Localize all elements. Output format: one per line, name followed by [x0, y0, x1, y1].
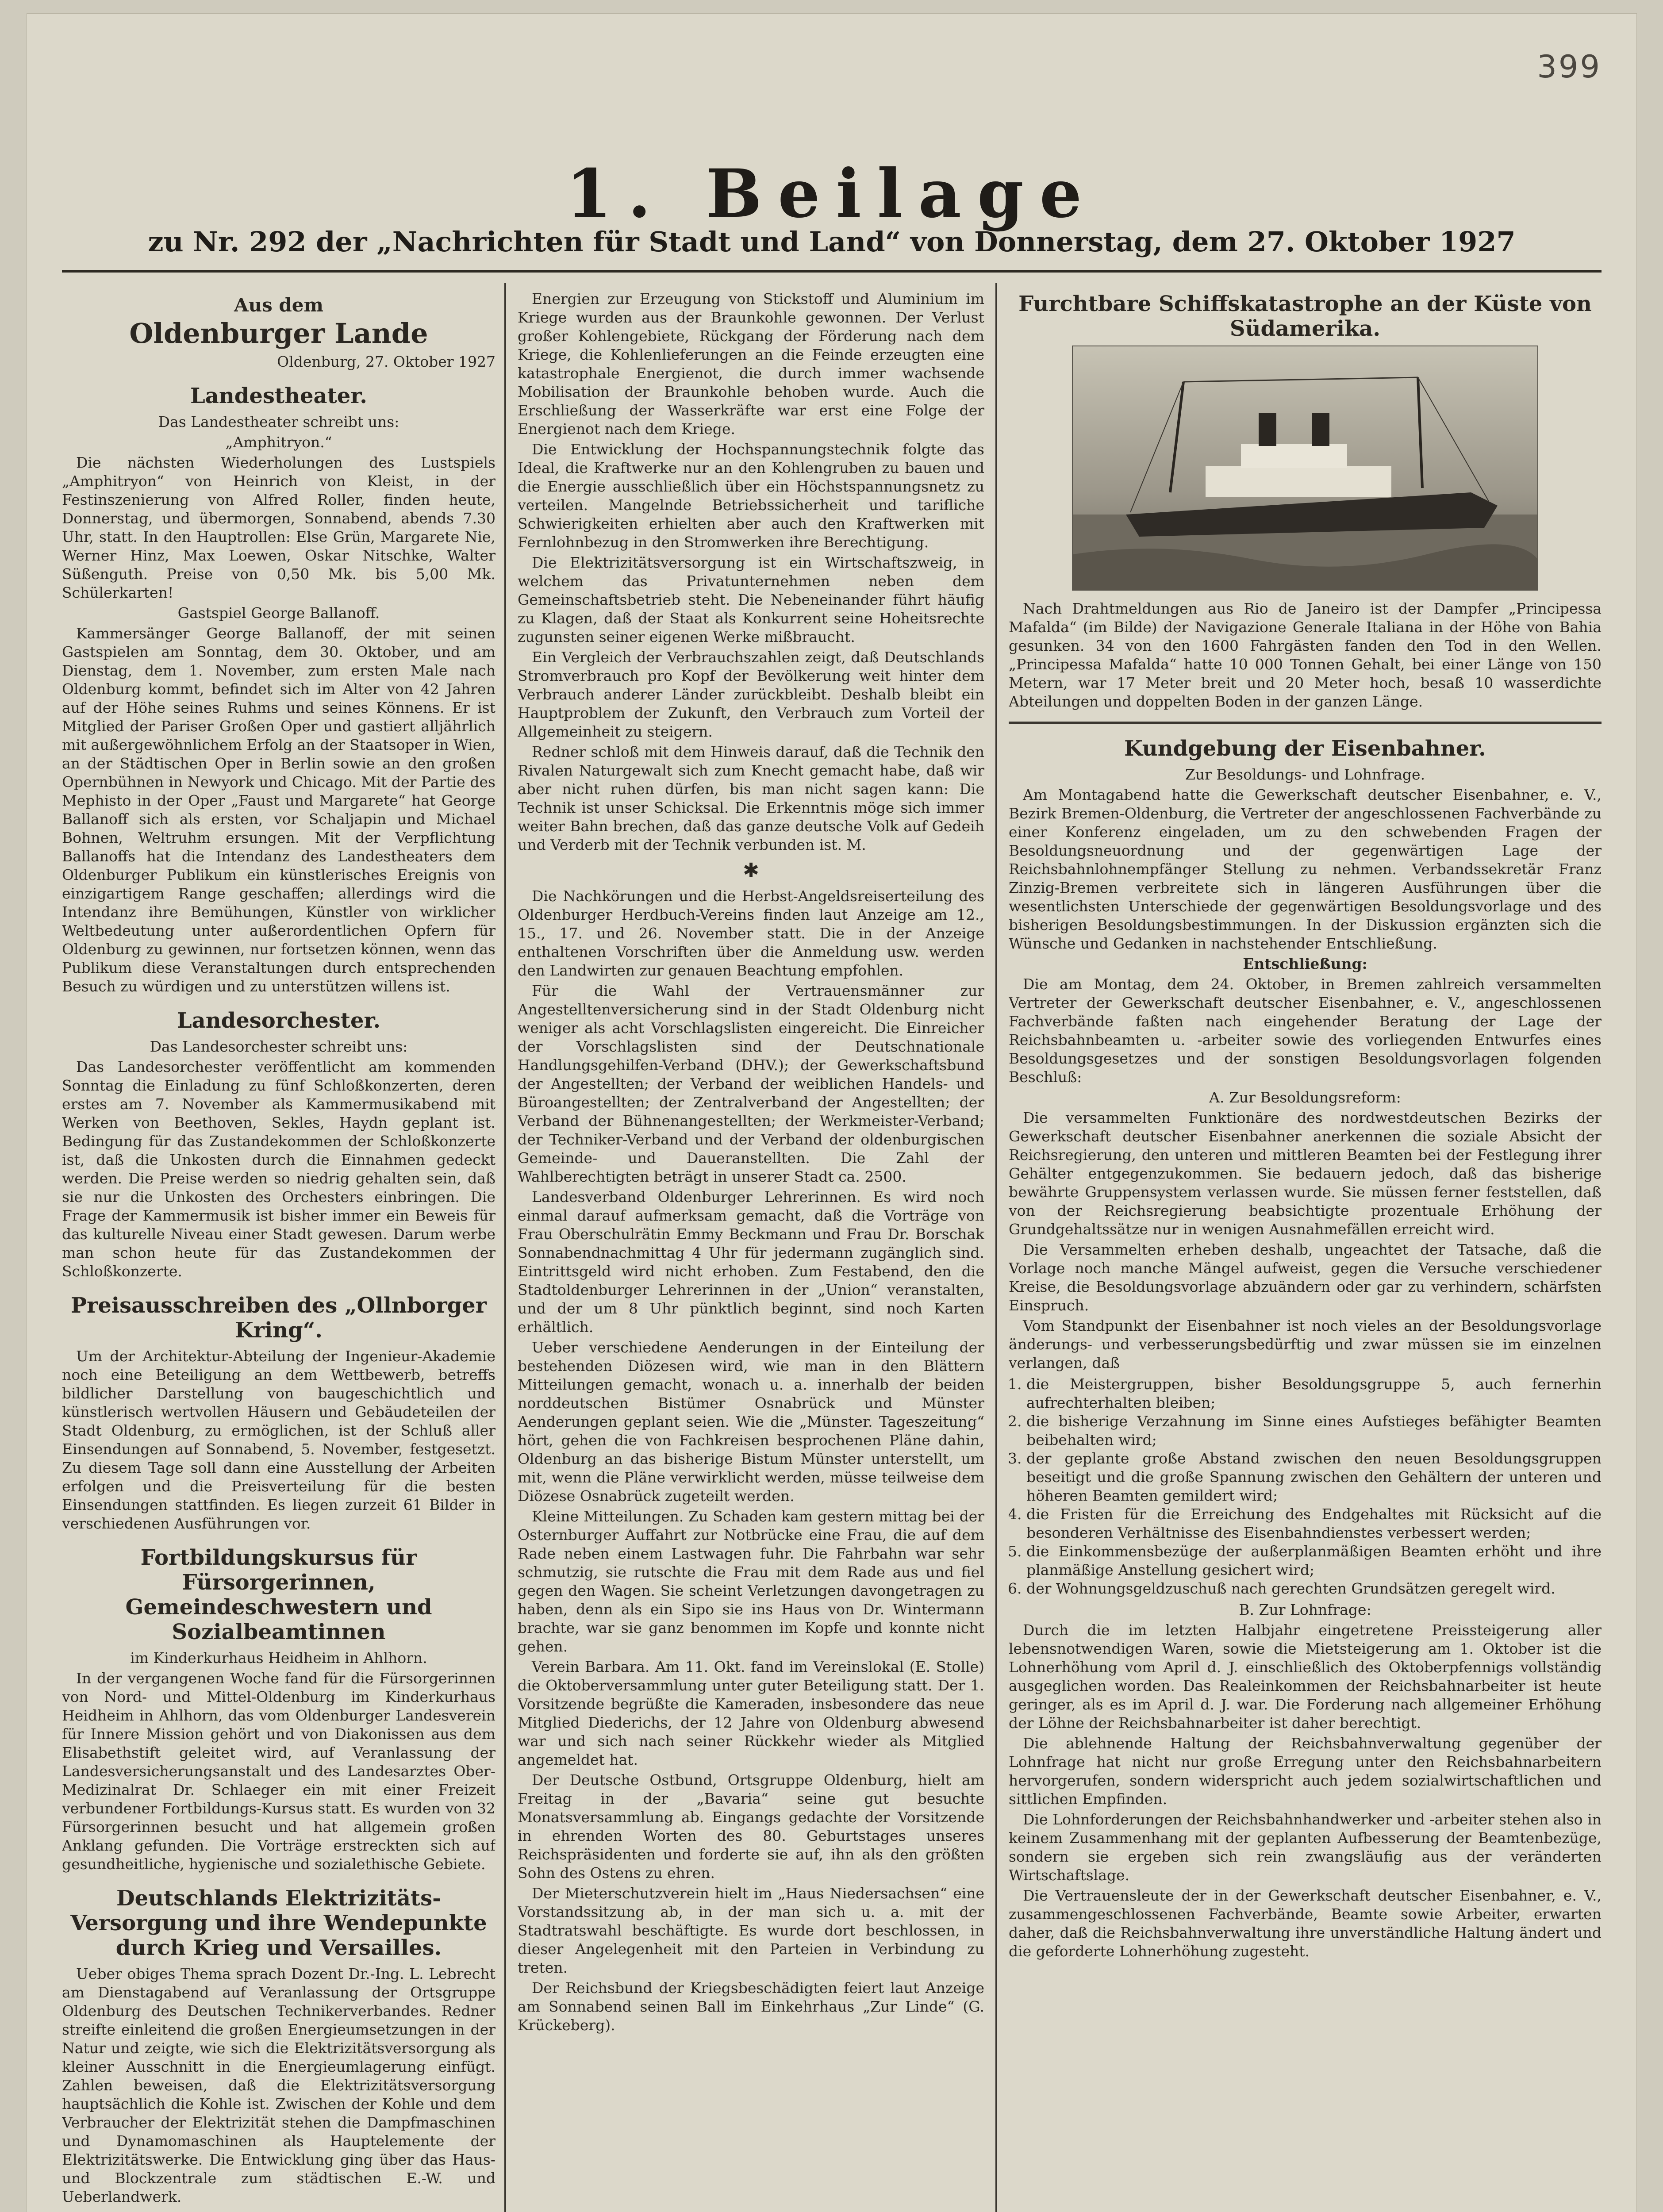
news-item: Die Nachkörungen und die Herbst-Angeldsreiserteilung des Oldenburger Herdbuch-Vereins finden laut Anzeige am 12., 15., 17. und 26. November statt. Die in der Anzeige enthaltenen Vorschriften über die Anmeldung usw. werden den Landwirten zur genauen Beachtung empfohlen.: [518, 887, 984, 979]
article-paragraph: Redner schloß mit dem Hinweis darauf, daß die Technik den Rivalen Naturgewalt sich zum Knecht gemacht habe, daß wir aber nicht ruhen dürfen, bis man nicht sagen kann: Die Technik ist unser Schicksal. Die Erkenntnis möge sich immer weiter Bahn brechen, daß das ganze deutsche Volk auf Gedeih und Verderb mit der Technik verbunden ist. M.: [518, 743, 984, 853]
article-paragraph: Die Elektrizitätsversorgung ist ein Wirtschaftszweig, in welchem das Privatunternehmen neben dem Gemeinschaftsbetrieb steht. Die Nebeneinander führt häufig zu Klagen, daß der Staat als Konkurrent seine Hoheitsrechte zugunsten seiner eigenen Werke mißbraucht.: [518, 554, 984, 645]
news-item: Der Mieterschutzverein hielt im „Haus Niedersachsen“ eine Vorstandssitzung ab, in der man sich u. a. mit der Stadtratswahl beschäftigte. Es wurde dort beschlossen, in dieser Angelegenheit mit den Parteien in Verbindung zu treten.: [518, 1885, 984, 1976]
section-title: Oldenburger Lande: [129, 317, 428, 349]
news-item: Landesverband Oldenburger Lehrerinnen. Es wird noch einmal darauf aufmerksam gemacht, daß die Vorträge von Frau Oberschulrätin Emmy Beckmann und Frau Dr. Borschak Sonnabendnachmittag 4 Uhr für jedermann zugänglich sind. Eintrittsgeld wird nicht erhoben. Zum Festabend, den die Stadtoldenburger Lehrerinnen in der „Union“ veranstalten, und der um 8 Uhr pünktlich beginnt, sind noch Karten erhältlich.: [518, 1188, 984, 1336]
list-item: 1. die Meistergruppen, bisher Besoldungsgruppe 5, auch fernerhin aufrechterhalten bleiben;: [1026, 1375, 1602, 1412]
article-paragraph: Die versammelten Funktionäre des nordwestdeutschen Bezirks der Gewerkschaft deutscher Eisenbahner anerkennen die soziale Absicht der Reichsregierung, den unteren und mittleren Beamten bei der Festlegung ihrer Gehälter entgegenzukommen. Sie bedauern jedoch, daß das bisherige bewährte Gruppensystem verlassen wurde. Sie müssen ferner feststellen, daß von der Reichsregierung beabsichtigte prozentuale Erhöhung der Grundgehaltssätze nur in wenigen Ausnahmefällen erreicht wird.: [1009, 1109, 1602, 1238]
article-subheading: Zur Besoldungs- und Lohnfrage.: [1185, 766, 1425, 783]
news-item: Verein Barbara. Am 11. Okt. fand im Vereinslokal (E. Stolle) die Oktoberversammlung unter guter Beteiligung statt. Der 1. Vorsitzende begrüßte die Kameraden, insbesondere das neue Mitglied Diederichs, der 12 Jahre von Oldenburg abwesend war und sich nach seiner Rückkehr wieder als Mitglied angemeldet hat.: [518, 1658, 984, 1768]
article-paragraph: Die nächsten Wiederholungen des Lustspiels „Amphitryon“ von Heinrich von Kleist, in der Festinszenierung von Alfred Roller, finden heute, Donnerstag, und übermorgen, Sonnabend, abends 7.30 Uhr, statt. In den Hauptrollen: Else Grün, Margarete Nie, Werner Hinz, Max Loewen, Oskar Nitschke, Walter Süßenguth. Preise von 0,50 Mk. bis 5,00 Mk. Schülerkarten!: [62, 454, 495, 601]
article-paragraph: Ein Vergleich der Verbrauchszahlen zeigt, daß Deutschlands Stromverbrauch pro Kopf der Bevölkerung weit hinter dem Verbrauch anderer Länder zurückbleibt. Deshalb bleibt ein Hauptproblem der Zukunft, den Verbrauch zum Vorteil der Allgemeinheit zu steigern.: [518, 649, 984, 740]
article-heading: Furchtbare Schiffskatastrophe an der Küste von Südamerika.: [1018, 292, 1592, 341]
demands-list: [1026, 1375, 1602, 1598]
column-1: [62, 290, 495, 2212]
article-paragraph: Um der Architektur-Abteilung der Ingenieur-Akademie noch eine Beteiligung an dem Wettbewerb, betreffs bildlicher Darstellung von baugeschichtlich und künstlerisch wertvollen Häusern und Gebäudeteilen der Stadt Oldenburg, zu ermöglichen, ist der Schluß aller Einsendungen auf Sonnabend, 5. November, festgesetzt. Zu diesem Tage soll dann eine Ausstellung der Arbeiten erfolgen und die Preisverteilung für die besten Einsendungen stattfinden. Es liegen zurzeit 61 Bilder in verschiedenen Ausführungen vor.: [62, 1348, 495, 1532]
list-item: 2. die bisherige Verzahnung im Sinne eines Aufstieges befähigter Beamten beibehalten wird;: [1026, 1412, 1602, 1449]
section-heading-b: B. Zur Lohnfrage:: [1239, 1601, 1371, 1618]
list-item: 4. die Fristen für die Erreichung des Endgehaltes mit Rücksicht auf die besonderen Verhältnisse des Eisenbahndienstes verbessert werden;: [1026, 1505, 1602, 1542]
column-divider: [995, 283, 997, 2212]
list-item: 5. die Einkommensbezüge der außerplanmäßigen Beamten erhöht und ihre planmäßige Anstellung gesichert wird;: [1026, 1542, 1602, 1579]
article-lead: Das Landesorchester schreibt uns:: [150, 1038, 408, 1055]
article-paragraph: Das Landesorchester veröffentlicht am kommenden Sonntag die Einladung zu fünf Schloßkonzerten, deren erstes am 7. November als Kammermusikabend mit Werken von Beethoven, Sekles, Haydn geplant ist. Bedingung für das Zustandekommen der Schloßkonzerte ist, daß die Unkosten durch die Einnahmen gedeckt werden. Die Preise werden so niedrig gehalten sein, daß sie nur die Unkosten des Orchesters einbringen. Die Frage der Kammermusik ist bisher immer ein Beweis für das kulturelle Niveau einer Stadt gewesen. Darum werbe man schon heute für das Zustandekommen der Schloßkonzerte.: [62, 1058, 495, 1280]
section-kicker: Aus dem: [234, 294, 323, 316]
ship-illustration: [1073, 346, 1537, 590]
article-paragraph: Am Montagabend hatte die Gewerkschaft deutscher Eisenbahner, e. V., Bezirk Bremen-Oldenburg, die Vertreter der angeschlossenen Fachverbände zu einer Konferenz eingeladen, um zu den schwebenden Fragen der Besoldungsneuordnung und der gegenwärtigen Lage der Reichsbahnlohnempfänger Stellung zu nehmen. Verbandssekretär Franz Zinzig-Bremen verbreitete sich in längeren Ausführungen über die wesentlichsten Unterschiede der gegenwärtigen Besoldungsvorlage und des bisherigen Besoldungsbestimmungen. In der Diskussion ergänzten sich die Wünsche und Gedanken in nachstehender Entschließung.: [1009, 786, 1602, 952]
news-item: Der Deutsche Ostbund, Ortsgruppe Oldenburg, hielt am Freitag in der „Bavaria“ seine gut besuchte Monatsversammlung ab. Eingangs gedachte der Vorsitzende in ehrenden Worten des 80. Geburtstages unseres Reichspräsidenten und forderte sie auf, ihn als den größten Sohn des Ostens zu ehren.: [518, 1771, 984, 1882]
article-heading: Kundgebung der Eisenbahner.: [1124, 736, 1486, 761]
section-rule: [1009, 722, 1602, 724]
news-item: Für die Wahl der Vertrauensmänner zur Angestelltenversicherung sind in der Stadt Oldenburg nicht weniger als acht Vorschlagslisten eingereicht. Die Einreicher der Vorschlagslisten sind der Deutschnationale Handlungsgehilfen-Verband (DHV.); der Gewerkschaftsbund der Angestellten; der Verband der weiblichen Handels- und Büroangestellten; der Zentralverband der Angestellten; der Verband der Bühnenangestellten; der Werkmeister-Verband; der Techniker-Verband und der Verband der oldenburgischen Gemeinde- und Daueranstellten. Die Zahl der Wahlberechtigten beträgt in unserer Stadt ca. 2500.: [518, 982, 984, 1185]
article-paragraph: Durch die im letzten Halbjahr eingetretene Preissteigerung aller lebensnotwendigen Waren, sowie die Mietsteigerung am 1. Oktober ist die Lohnerhöhung vom April d. J. einschließlich des Oktoberpfennigs vollständig ausgeglichen worden. Das Realeinkommen der Reichsbahnarbeiter ist heute geringer, als es im April d. J. war. Die Forderung nach allgemeiner Erhöhung der Löhne der Reichsbahnarbeiter ist daher berechtigt.: [1009, 1621, 1602, 1732]
section-heading-a: A. Zur Besoldungsreform:: [1209, 1089, 1401, 1106]
newspaper-page: [27, 13, 1637, 2212]
article-paragraph: Vom Standpunkt der Eisenbahner ist noch vieles an der Besoldungsvorlage änderungs- und verbesserungsbedürftig und zwar müssen sie im einzelnen verlangen, daß: [1009, 1317, 1602, 1371]
article-paragraph: Die Lohnforderungen der Reichsbahnhandwerker und -arbeiter stehen also in keinem Zusammenhang mit der geplanten Aufbesserung der Beamtenbezüge, sondern sie ergeben sich rein zwangsläufig aus der veränderten Wirtschaftslage.: [1009, 1811, 1602, 1884]
ship-photo: [1072, 346, 1538, 591]
article-paragraph: Die Versammelten erheben deshalb, ungeachtet der Tatsache, daß die Vorlage noch manche Mängel aufweist, gegen die Versuche verschiedener Kreise, die Besoldungsvorlage abzuändern oder gar zu verhindern, schärfsten Einspruch.: [1009, 1241, 1602, 1314]
article-paragraph: In der vergangenen Woche fand für die Fürsorgerinnen von Nord- und Mittel-Oldenburg im Kinderkurhaus Heidheim in Ahlhorn, das vom Oldenburger Landesverein für Innere Mission gehört und von Diakonissen aus dem Elisabethstift geleitet wird, auf Veranlassung der Landesversicherungsanstalt und des Landesarztes Ober-Medizinalrat Dr. Schlaeger ein mit einer Freizeit verbundener Fortbildungs-Kursus statt. Es wurden von 32 Fürsorgerinnen besucht und hat allgemein großen Anklang gefunden. Die Vorträge erstreckten sich auf gesundheitliche, hygienische und sozialethische Gebiete.: [62, 1670, 495, 1873]
article-paragraph: Kammersänger George Ballanoff, der mit seinen Gastspielen am Sonntag, dem 30. Oktober, und am Dienstag, dem 1. November, zum ersten Male nach Oldenburg kommt, befindet sich im Alter von 42 Jahren auf der Höhe seines Ruhms und seines Könnens. Er ist Mitglied der Pariser Großen Oper und gastiert alljährlich mit außergewöhnlichem Erfolg an der Staatsoper in Wien, an der Städtischen Oper in Berlin sowie an den großen Opernbühnen in Newyork und Chicago. Mit der Partie des Mephisto in der Oper „Faust und Margarete“ hat George Ballanoff sich als ersten, vor Schaljapin und Michael Bohnen, Weltruhm ersungen. Mit der Verpflichtung Ballanoffs hat die Intendanz des Landestheaters dem Oldenburger Publikum ein künstlerisches Ereignis von einzigartigem Range geschaffen; allerdings wird die Intendanz ihre Bemühungen, Künstler von wirklicher Weltbedeutung unter außerordentlichen Opfern für Oldenburg zu gewinnen, nur fortsetzen können, wenn das Publikum diese Veranstaltungen durch entsprechenden Besuch zu würdigen und zu unterstützen willens ist.: [62, 625, 495, 995]
resolution-heading: Entschließung:: [1243, 955, 1367, 972]
list-item: 3. der geplante große Abstand zwischen den neuen Besoldungsgruppen beseitigt und die große Spannung zwischen den Gehältern der unteren und höheren Beamten gemildert wird;: [1026, 1449, 1602, 1505]
image-caption: Nach Drahtmeldungen aus Rio de Janeiro ist der Dampfer „Principessa Mafalda“ (im Bilde) der Navigazione Generale Italiana in der Höhe von Bahia gesunken. 34 von den 1600 Fahrgästen fanden den Tod in den Wellen. „Principessa Mafalda“ hatte 10 000 Tonnen Gehalt, bei einer Länge von 150 Metern, war 17 Meter breit und 20 Meter hoch, besaß 10 wasserdichte Abteilungen und doppelten Boden in der ganzen Länge.: [1009, 600, 1602, 710]
separator-star: ✱: [743, 859, 759, 882]
dateline: Oldenburg, 27. Oktober 1927: [277, 353, 495, 370]
news-item: Der Reichsbund der Kriegsbeschädigten feiert laut Anzeige am Sonnabend seinen Ball im Einkehrhaus „Zur Linde“ (G. Krückeberg).: [518, 1979, 984, 2034]
article-subheading: „Amphitryon.“: [225, 434, 332, 451]
article-heading: Landesorchester.: [177, 1008, 381, 1033]
list-item: 6. der Wohnungsgeldzuschuß nach gerechten Grundsätzen geregelt wird.: [1026, 1579, 1602, 1598]
supplement-title: 1. Beilage: [565, 155, 1098, 233]
article-heading: Deutschlands Elektrizitäts-Versorgung und ihre Wendepunkte durch Krieg und Versailles.: [70, 1886, 487, 1960]
masthead-rule: [62, 270, 1602, 273]
article-paragraph: Die Entwicklung der Hochspannungstechnik folgte das Ideal, die Kraftwerke nur an den Kohlengruben zu bauen und die Energie ausschließlich über ein Höchstspannungsnetz zu verteilen. Mangelnde Betriebssicherheit und tarifliche Schwierigkeiten erhielten aber auch den Kraftwerken mit Fernlohnbezug in den Stromwerken ihre Berechtigung.: [518, 441, 984, 551]
article-heading: Fortbildungskursus für Fürsorgerinnen, Gemeindeschwestern und Sozialbeamtinnen: [125, 1545, 432, 1644]
page-number: 399: [1537, 49, 1602, 85]
article-subheading: Gastspiel George Ballanoff.: [177, 604, 380, 622]
column-2: [518, 290, 984, 2212]
column-3: [1009, 290, 1602, 2212]
article-paragraph: Die Vertrauensleute der in der Gewerkschaft deutscher Eisenbahner, e. V., zusammengeschlossenen Fachverbände, Beamte sowie Arbeiter, erwarten daher, daß die Reichsbahnverwaltung ihre unverständliche Haltung ändert und die geforderte Lohnerhöhung zugesteht.: [1009, 1887, 1602, 1960]
article-paragraph: Die ablehnende Haltung der Reichsbahnverwaltung gegenüber der Lohnfrage hat nicht nur große Erregung unter den Reichsbahnarbeitern hervorgerufen, sondern widerspricht auch jedem sozialwirtschaftlichen und sittlichen Empfinden.: [1009, 1735, 1602, 1808]
supplement-subtitle: zu Nr. 292 der „Nachrichten für Stadt und Land“ von Donnerstag, dem 27. Oktober 1927: [148, 226, 1516, 258]
article-paragraph: Die am Montag, dem 24. Oktober, in Bremen zahlreich versammelten Vertreter der Gewerkschaft deutscher Eisenbahner, e. V., angeschlossenen Fachverbände faßten nach eingehender Beratung der Lage der Reichsbahnbeamten u. -arbeiter sowie des vorliegenden Entwurfes eines Besoldungsgesetzes und der sonstigen Besoldungsvorlagen folgenden Beschluß:: [1009, 975, 1602, 1086]
article-subheading: im Kinderkurhaus Heidheim in Ahlhorn.: [130, 1649, 427, 1667]
article-paragraph: Energien zur Erzeugung von Stickstoff und Aluminium im Kriege wurden aus der Braunkohle gewonnen. Der Verlust großer Kohlengebiete, Rückgang der Förderung nach dem Kriege, die Kohlenlieferungen an die Feinde erzeugten eine katastrophale Energienot, die durch immer wachsende Mobilisation der Braunkohle behoben wurde. Auch die Erschließung der Wasserkräfte war erst eine Folge der Energienot nach dem Kriege.: [518, 290, 984, 438]
column-divider: [504, 283, 506, 2212]
article-lead: Das Landestheater schreibt uns:: [158, 413, 399, 430]
article-paragraph: Ueber obiges Thema sprach Dozent Dr.-Ing. L. Lebrecht am Dienstagabend auf Veranlassung der Ortsgruppe Oldenburg des Deutschen Technikerverbandes. Redner streifte einleitend die großen Energieumsetzungen in der Natur und zeigte, wie sich die Elektrizitätsversorgung als kleiner Ausschnitt in die Energieumlagerung einfügt. Zahlen beweisen, daß die Elektrizitätsversorgung hauptsächlich die Kohle ist. Zwischen der Kohle und dem Verbraucher der Elektrizität stehen die Dampfmaschinen und Dynamomaschinen als Hauptelemente der Elektrizitätswerke. Die Entwicklung ging über das Haus- und Blockzentrale zum städtischen E.-W. und Ueberlandwerk.: [62, 1965, 495, 2205]
article-heading: Landestheater.: [190, 384, 367, 408]
news-item: Ueber verschiedene Aenderungen in der Einteilung der bestehenden Diözesen wird, wie man in den Blättern Mitteilungen gemacht, wonach u. a. innerhalb der beiden norddeutschen Bistümer Osnabrück und Münster Aenderungen geplant seien. Wie die „Münster. Tageszeitung“ hört, gehen die von Fachkreisen besprochenen Pläne dahin, Oldenburg an das bisherige Bistum Münster unterstellt, um mit, wenn die Pläne verwirklicht werden, müsse teilweise dem Diözese Osnabrück zugeteilt werden.: [518, 1339, 984, 1505]
article-heading: Preisausschreiben des „Ollnborger Kring“.: [70, 1293, 487, 1343]
news-item: Kleine Mitteilungen. Zu Schaden kam gestern mittag bei der Osternburger Auffahrt zur Notbrücke eine Frau, die auf dem Rade neben einem Lastwagen fuhr. Die Fahrbahn war sehr schmutzig, sie rutschte die Frau mit dem Rade aus und fiel gegen den Wagen. Sie scheint Verletzungen davongetragen zu haben, denn als ein Sipo sie ins Haus von Dr. Wintermann brachte, war sie ganz benommen im Kopfe und konnte nicht gehen.: [518, 1508, 984, 1655]
